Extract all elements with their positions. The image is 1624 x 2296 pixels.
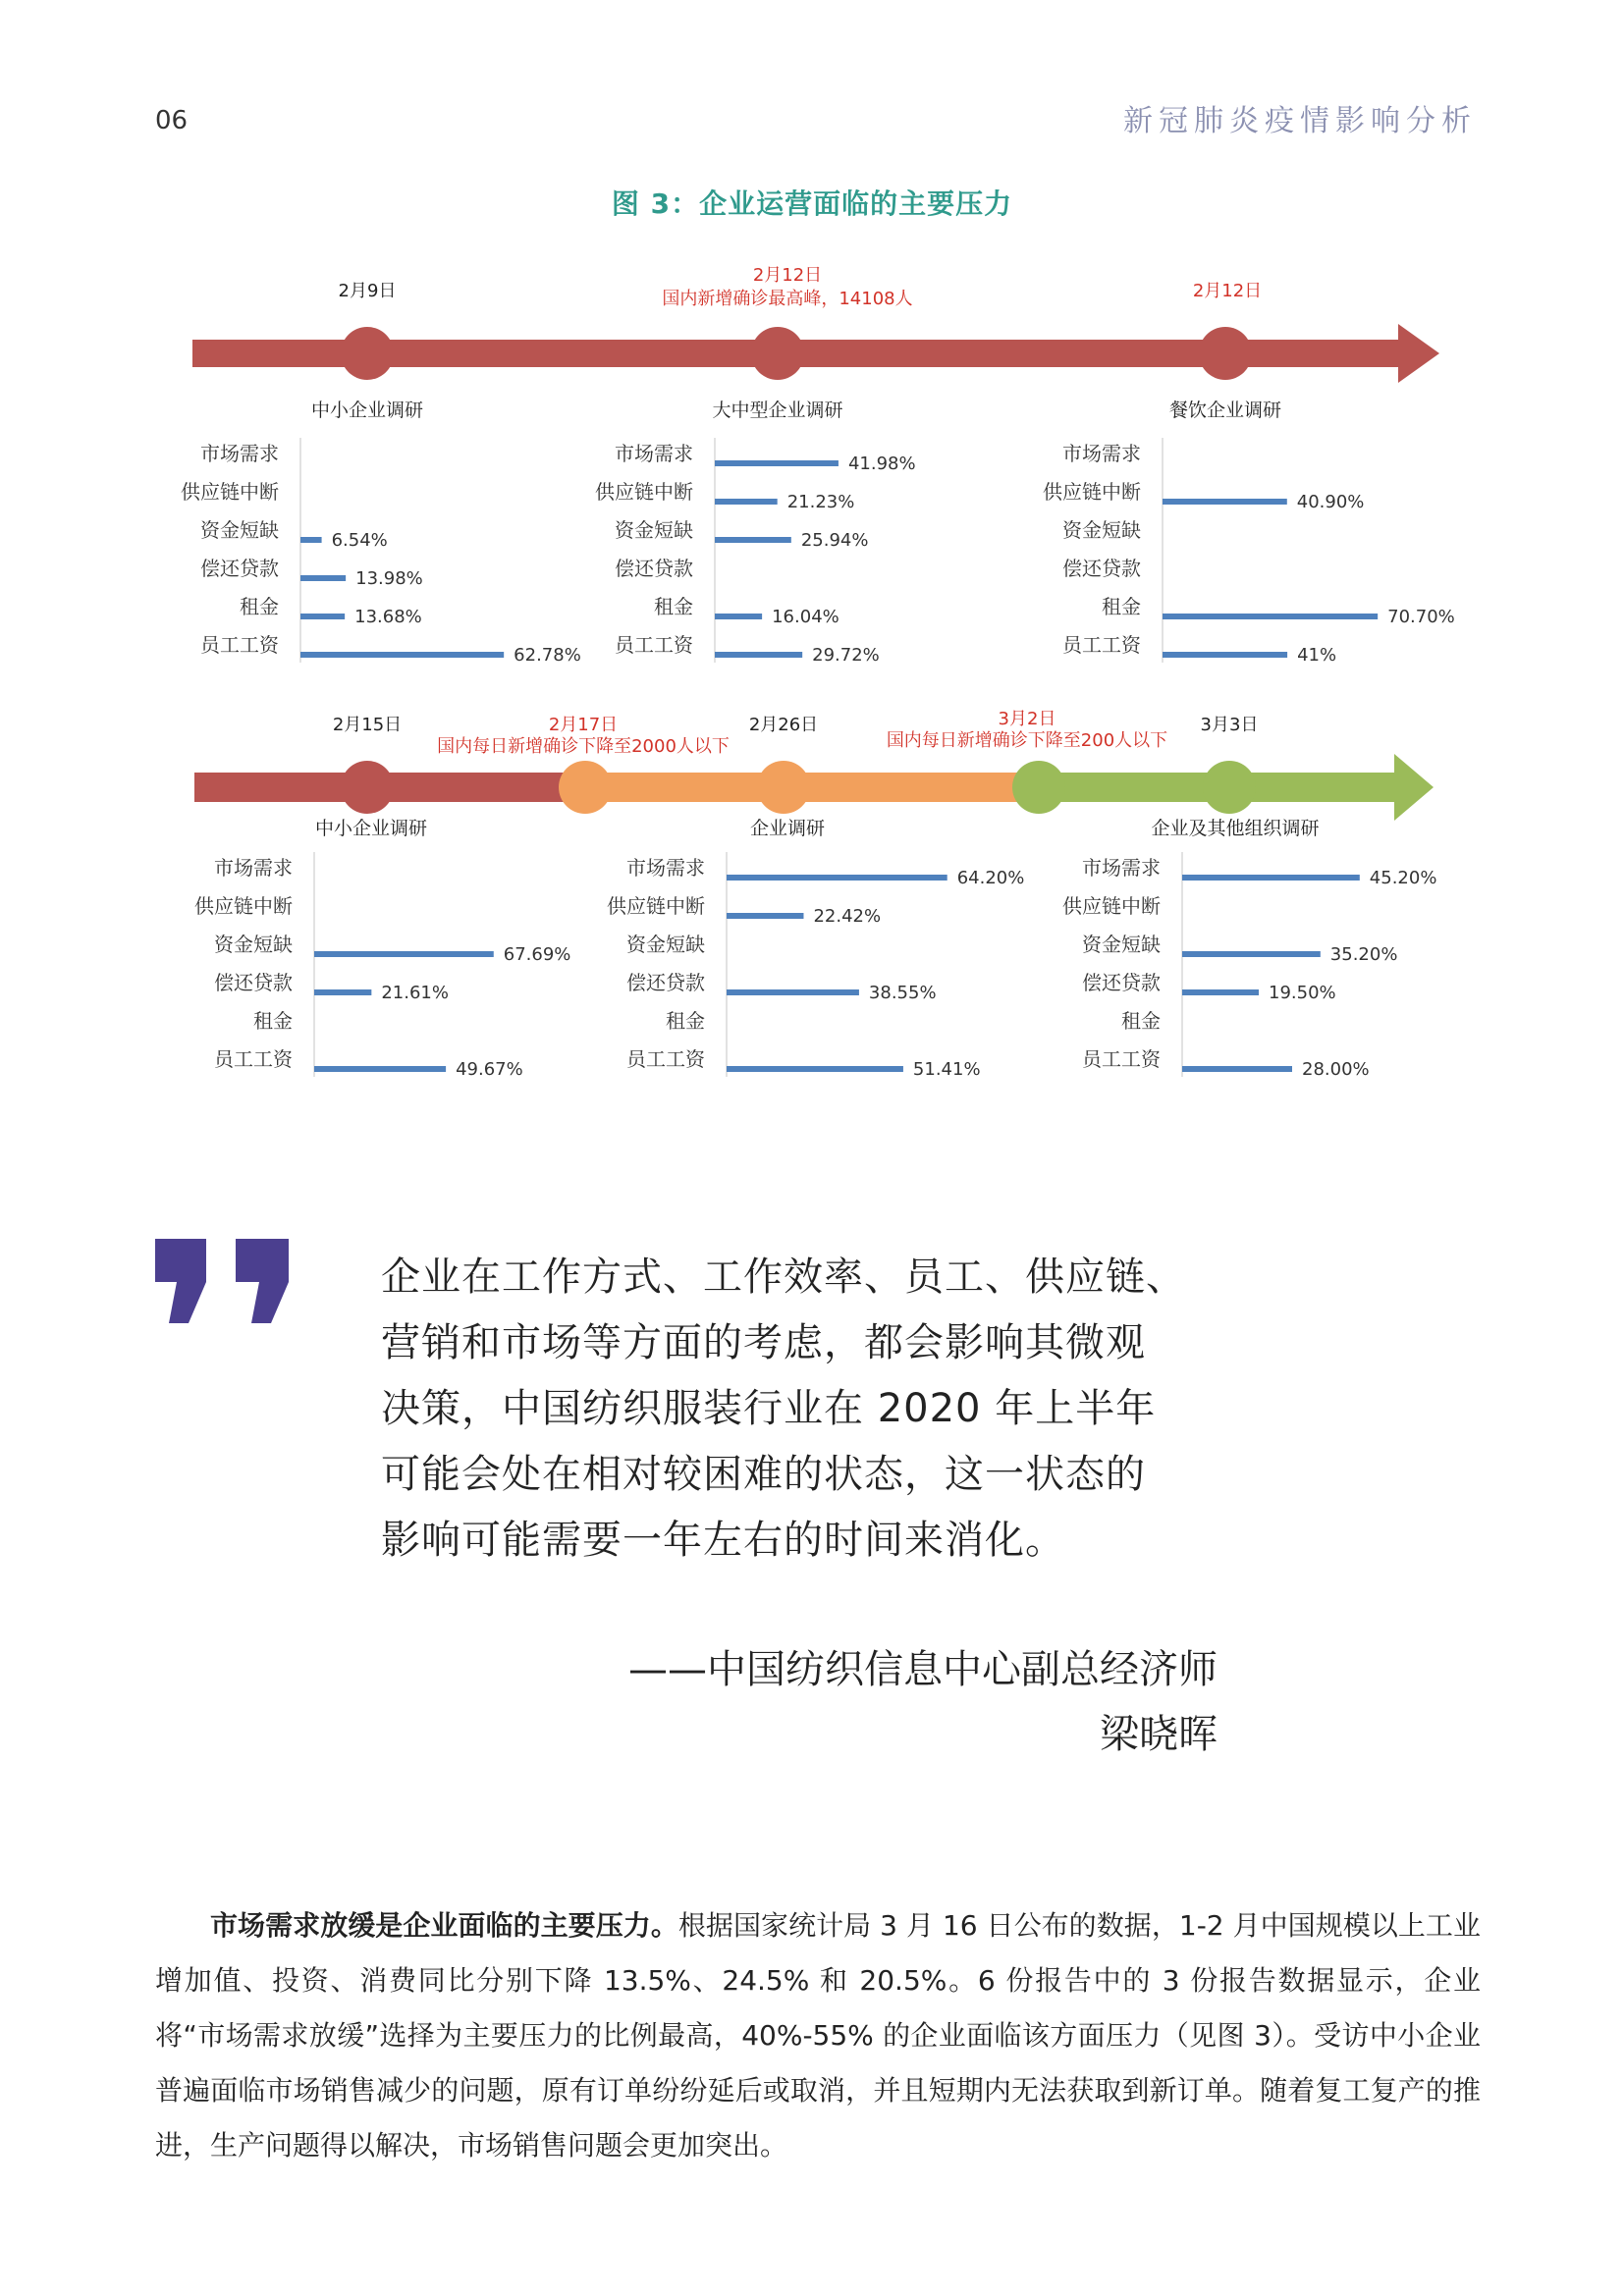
timeline-label: 3月3日 [1200, 715, 1259, 735]
bar [727, 875, 947, 881]
timeline-label: 2月12日 [752, 265, 823, 286]
data-label: 62.78% [514, 645, 581, 666]
category-label: 供应链中断 [194, 894, 293, 918]
bar [300, 575, 346, 581]
data-label: 19.50% [1269, 983, 1336, 1003]
category-label: 资金短缺 [615, 518, 693, 542]
panel-title: 中小企业调研 [314, 818, 428, 839]
category-label: 供应链中断 [1043, 480, 1141, 504]
data-label: 22.42% [813, 906, 882, 927]
timeline-node [1199, 327, 1252, 380]
data-label: 51.41% [912, 1059, 981, 1080]
bar [314, 951, 494, 957]
data-label: 70.70% [1387, 607, 1455, 627]
category-label: 资金短缺 [1082, 933, 1161, 956]
bar [715, 614, 762, 619]
bar [314, 989, 371, 995]
timeline-label: 2月9日 [338, 281, 397, 301]
data-label: 21.23% [786, 492, 855, 512]
bar [300, 614, 345, 619]
quote-text [381, 1245, 1245, 1574]
bar [715, 499, 778, 505]
category-label: 供应链中断 [181, 480, 279, 504]
data-label: 16.04% [772, 607, 839, 627]
quote-line: 决策，中国纺织服装行业在 2020 年上半年 [381, 1386, 1157, 1431]
category-label: 偿还贷款 [200, 557, 279, 580]
data-label: 25.94% [800, 530, 869, 551]
data-label: 13.98% [355, 568, 423, 589]
data-label: 41% [1297, 645, 1337, 666]
timeline-label: 国内新增确诊最高峰，14108人 [662, 289, 913, 309]
bar [1182, 875, 1360, 881]
bar [300, 652, 504, 658]
category-label: 员工工资 [1082, 1047, 1161, 1071]
category-label: 资金短缺 [626, 933, 705, 956]
quote-line: 可能会处在相对较困难的状态，这一状态的 [381, 1452, 1146, 1497]
category-label: 供应链中断 [1062, 894, 1161, 918]
category-label: 偿还贷款 [1082, 971, 1161, 994]
category-label: 供应链中断 [595, 480, 693, 504]
figure-title: 图 3：企业运营面临的主要压力 [611, 187, 1013, 220]
data-label: 6.54% [331, 530, 388, 551]
bar [1163, 499, 1287, 505]
timeline-label: 国内每日新增确诊下降至2000人以下 [437, 736, 730, 757]
timeline-node [751, 327, 804, 380]
bar [715, 652, 802, 658]
page-number: 06 [155, 106, 189, 135]
bar [300, 537, 322, 543]
bar [727, 1066, 903, 1072]
quote-line: 企业在工作方式、工作效率、员工、供应链、 [381, 1255, 1186, 1300]
category-label: 市场需求 [214, 856, 293, 880]
data-label: 21.61% [381, 983, 449, 1003]
category-label: 市场需求 [200, 442, 279, 465]
bar [1182, 1066, 1292, 1072]
category-label: 员工工资 [214, 1047, 293, 1071]
timeline-label: 2月12日 [1192, 281, 1263, 301]
category-label: 资金短缺 [214, 933, 293, 956]
quote-author-name: 梁晓晖 [1100, 1712, 1218, 1757]
bar [727, 913, 803, 919]
category-label: 偿还贷款 [1062, 557, 1141, 580]
panel-title: 大中型企业调研 [712, 400, 843, 421]
category-label: 员工工资 [1062, 633, 1141, 657]
bar [715, 460, 839, 466]
category-label: 市场需求 [626, 856, 705, 880]
body-text: 根据国家统计局 3 月 16 日公布的数据，1-2 月中国规模以上工业增加值、投资、消费同比分别下降 13.5%、24.5% 和 20.5%。6 份报告中的 3 份报告数据显示，企业将“市场需求放缓”选择为主要压力的比例最高，40%-55% 的企业面临该方面压力（见图 3）。受访中小企业普遍面临市场销售减少的问题，原有订单纷纷延后或取消，并且短期内无法获取到新订单。随着复工复产的推进，生产问题得以解决，市场销售问题会更加突出。 [155, 1909, 1481, 2162]
category-label: 偿还贷款 [615, 557, 693, 580]
bar [1182, 951, 1321, 957]
timeline-label: 2月15日 [332, 715, 403, 735]
timeline-label: 国内每日新增确诊下降至200人以下 [886, 730, 1168, 751]
timeline-node [1012, 761, 1065, 814]
body-lead: 市场需求放缓是企业面临的主要压力。 [210, 1909, 678, 1942]
panel-title: 企业及其他组织调研 [1151, 818, 1320, 839]
bar [1163, 614, 1378, 619]
timeline-2-arrowhead [1394, 754, 1434, 821]
panel-title: 企业调研 [749, 818, 826, 839]
data-label: 38.55% [868, 983, 937, 1003]
category-label: 市场需求 [1082, 856, 1161, 880]
timeline-node [341, 761, 394, 814]
quote-author-title: ——中国纺织信息中心副总经济师 [628, 1647, 1218, 1692]
bar [1182, 989, 1259, 995]
quote-line: 影响可能需要一年左右的时间来消化。 [381, 1518, 1065, 1563]
category-label: 员工工资 [626, 1047, 705, 1071]
category-label: 偿还贷款 [214, 971, 293, 994]
category-label: 租金 [666, 1009, 705, 1033]
category-label: 资金短缺 [1062, 518, 1141, 542]
data-label: 29.72% [812, 645, 880, 666]
category-label: 市场需求 [615, 442, 693, 465]
category-label: 租金 [654, 595, 693, 618]
bar [1163, 652, 1287, 658]
quote-mark-icon [155, 1239, 293, 1327]
figure-timeline-charts [0, 0, 1624, 1129]
category-label: 资金短缺 [200, 518, 279, 542]
panel-title: 餐饮企业调研 [1168, 400, 1282, 421]
bar [314, 1066, 446, 1072]
data-label: 13.68% [354, 607, 422, 627]
data-label: 28.00% [1302, 1059, 1370, 1080]
category-label: 租金 [1121, 1009, 1161, 1033]
category-label: 租金 [240, 595, 279, 618]
data-label: 41.98% [847, 454, 916, 474]
category-label: 员工工资 [200, 633, 279, 657]
data-label: 45.20% [1369, 868, 1437, 888]
data-label: 49.67% [456, 1059, 523, 1080]
timeline-node [1203, 761, 1256, 814]
timeline-label: 2月26日 [748, 715, 819, 735]
timeline-node [757, 761, 810, 814]
category-label: 市场需求 [1062, 442, 1141, 465]
header-title: 新冠肺炎疫情影响分析 [1123, 104, 1477, 138]
timeline-label: 2月17日 [548, 715, 619, 735]
data-label: 35.20% [1329, 944, 1398, 965]
timeline-1-arrowhead [1398, 324, 1439, 383]
bar [727, 989, 859, 995]
category-label: 供应链中断 [607, 894, 705, 918]
category-label: 员工工资 [615, 633, 693, 657]
body-paragraph [155, 1898, 1481, 2173]
data-label: 64.20% [956, 868, 1025, 888]
quote-line: 营销和市场等方面的考虑，都会影响其微观 [381, 1320, 1146, 1365]
data-label: 67.69% [503, 944, 571, 965]
panel-title: 中小企业调研 [310, 400, 424, 421]
timeline-node [559, 761, 612, 814]
data-label: 40.90% [1296, 492, 1365, 512]
category-label: 偿还贷款 [626, 971, 705, 994]
timeline-label: 3月2日 [998, 709, 1056, 729]
category-label: 租金 [1102, 595, 1141, 618]
bar [715, 537, 791, 543]
category-label: 租金 [253, 1009, 293, 1033]
timeline-node [341, 327, 394, 380]
quote-author [628, 1637, 1218, 1767]
